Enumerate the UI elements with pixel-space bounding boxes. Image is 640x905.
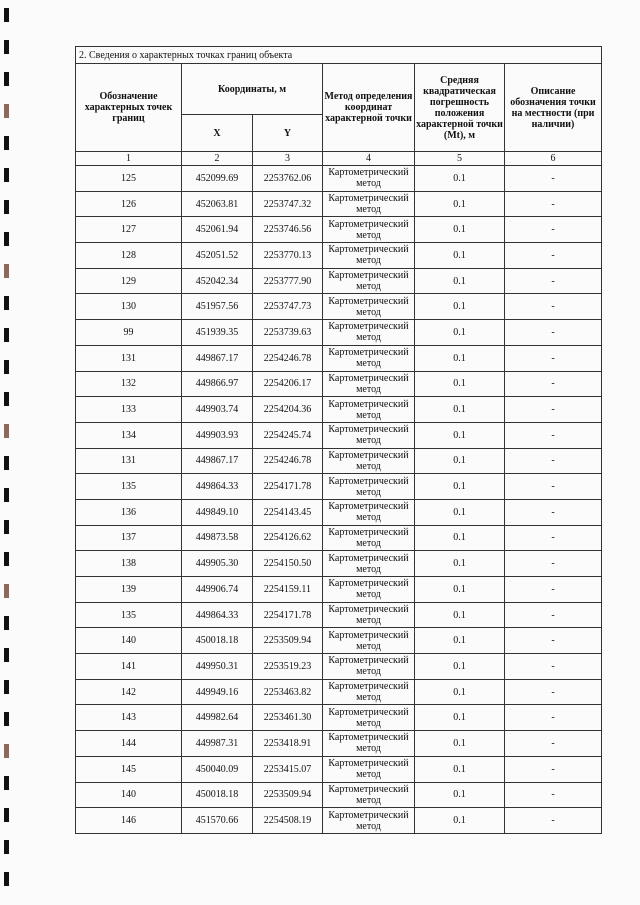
cell-method: Картометрический метод [323,808,415,834]
cell-mt: 0.1 [415,345,505,371]
header-description: Описание обозначения точки на местности (при наличии) [505,64,602,152]
cell-method: Картометрический метод [323,782,415,808]
table-row [76,731,602,757]
binding-hole-mark [4,776,9,790]
cell-description: - [505,499,602,525]
cell-description: - [505,731,602,757]
cell-method: Картометрический метод [323,551,415,577]
cell-mt: 0.1 [415,268,505,294]
table-row [76,679,602,705]
cell-point: 142 [76,679,182,705]
cell-point: 145 [76,756,182,782]
cell-mt: 0.1 [415,474,505,500]
column-number: 6 [505,152,602,166]
cell-mt: 0.1 [415,217,505,243]
cell-y: 2253463.82 [253,679,323,705]
binding-hole-mark [4,584,9,598]
cell-point: 136 [76,499,182,525]
cell-mt: 0.1 [415,397,505,423]
binding-marks [0,0,22,905]
cell-y: 2253519.23 [253,654,323,680]
cell-description: - [505,551,602,577]
column-number: 2 [182,152,253,166]
cell-method: Картометрический метод [323,731,415,757]
cell-y: 2254246.78 [253,448,323,474]
table-row [76,654,602,680]
binding-hole-mark [4,8,9,22]
cell-description: - [505,577,602,603]
cell-mt: 0.1 [415,679,505,705]
cell-y: 2253747.73 [253,294,323,320]
cell-method: Картометрический метод [323,320,415,346]
cell-y: 2253777.90 [253,268,323,294]
cell-x: 449950.31 [182,654,253,680]
cell-method: Картометрический метод [323,628,415,654]
table-row [76,166,602,192]
cell-method: Картометрический метод [323,371,415,397]
cell-mt: 0.1 [415,705,505,731]
cell-y: 2254159.11 [253,577,323,603]
cell-method: Картометрический метод [323,268,415,294]
header-coordinates: Координаты, м [182,64,323,115]
table-row [76,448,602,474]
cell-x: 449873.58 [182,525,253,551]
table-row [76,268,602,294]
cell-mt: 0.1 [415,602,505,628]
table-row [76,397,602,423]
cell-mt: 0.1 [415,756,505,782]
cell-y: 2253415.07 [253,756,323,782]
section-title: 2. Сведения о характерных точках границ объекта [76,47,602,64]
binding-hole-mark [4,200,9,214]
cell-point: 125 [76,166,182,192]
binding-hole-mark [4,488,9,502]
cell-point: 138 [76,551,182,577]
cell-y: 2254171.78 [253,602,323,628]
cell-y: 2253461.30 [253,705,323,731]
cell-y: 2254508.19 [253,808,323,834]
cell-mt: 0.1 [415,243,505,269]
binding-hole-mark [4,520,9,534]
boundary-points-table [75,46,602,834]
cell-x: 450018.18 [182,628,253,654]
binding-hole-mark [4,328,9,342]
cell-point: 137 [76,525,182,551]
binding-hole-mark [4,424,9,438]
binding-hole-mark [4,552,9,566]
cell-point: 131 [76,448,182,474]
column-number: 1 [76,152,182,166]
binding-hole-mark [4,168,9,182]
binding-hole-mark [4,104,9,118]
header-designation: Обозначение характерных точек границ [76,64,182,152]
cell-x: 449867.17 [182,448,253,474]
cell-x: 449906.74 [182,577,253,603]
cell-y: 2253747.32 [253,191,323,217]
cell-method: Картометрический метод [323,602,415,628]
cell-mt: 0.1 [415,551,505,577]
cell-point: 126 [76,191,182,217]
cell-y: 2254206.17 [253,371,323,397]
cell-x: 449864.33 [182,474,253,500]
cell-description: - [505,654,602,680]
cell-method: Картометрический метод [323,577,415,603]
cell-point: 144 [76,731,182,757]
table-row [76,320,602,346]
table-row [76,628,602,654]
cell-method: Картометрический метод [323,191,415,217]
cell-mt: 0.1 [415,448,505,474]
table-row [76,345,602,371]
cell-x: 452061.94 [182,217,253,243]
table-row [76,602,602,628]
cell-description: - [505,808,602,834]
cell-point: 135 [76,474,182,500]
cell-y: 2253418.91 [253,731,323,757]
cell-description: - [505,191,602,217]
cell-x: 449982.64 [182,705,253,731]
cell-point: 127 [76,217,182,243]
cell-y: 2254171.78 [253,474,323,500]
cell-x: 451939.35 [182,320,253,346]
cell-mt: 0.1 [415,808,505,834]
table-row [76,191,602,217]
table-row [76,294,602,320]
cell-method: Картометрический метод [323,499,415,525]
table-row [76,371,602,397]
header-x: X [182,115,253,152]
cell-method: Картометрический метод [323,654,415,680]
binding-hole-mark [4,840,9,854]
cell-x: 451957.56 [182,294,253,320]
binding-hole-mark [4,712,9,726]
binding-hole-mark [4,40,9,54]
cell-method: Картометрический метод [323,525,415,551]
binding-hole-mark [4,264,9,278]
cell-point: 99 [76,320,182,346]
cell-mt: 0.1 [415,782,505,808]
table-row [76,756,602,782]
column-number: 4 [323,152,415,166]
cell-x: 452063.81 [182,191,253,217]
cell-mt: 0.1 [415,577,505,603]
binding-hole-mark [4,680,9,694]
cell-y: 2253770.13 [253,243,323,269]
cell-description: - [505,268,602,294]
cell-x: 449867.17 [182,345,253,371]
binding-hole-mark [4,136,9,150]
cell-x: 449949.16 [182,679,253,705]
cell-x: 452099.69 [182,166,253,192]
cell-y: 2253762.06 [253,166,323,192]
cell-x: 452051.52 [182,243,253,269]
cell-description: - [505,166,602,192]
cell-method: Картометрический метод [323,422,415,448]
binding-hole-mark [4,456,9,470]
cell-description: - [505,371,602,397]
cell-mt: 0.1 [415,166,505,192]
table-row [76,422,602,448]
cell-method: Картометрический метод [323,756,415,782]
table-row [76,217,602,243]
cell-mt: 0.1 [415,371,505,397]
cell-y: 2253509.94 [253,628,323,654]
cell-point: 139 [76,577,182,603]
cell-description: - [505,320,602,346]
table-row [76,705,602,731]
cell-mt: 0.1 [415,191,505,217]
cell-method: Картометрический метод [323,345,415,371]
header-y: Y [253,115,323,152]
cell-y: 2254245.74 [253,422,323,448]
cell-method: Картометрический метод [323,243,415,269]
cell-method: Картометрический метод [323,397,415,423]
cell-description: - [505,448,602,474]
binding-hole-mark [4,360,9,374]
cell-description: - [505,397,602,423]
binding-hole-mark [4,648,9,662]
cell-x: 449864.33 [182,602,253,628]
header-error: Средняя квадратическая погрешность положения характерной точки (Mt), м [415,64,505,152]
cell-description: - [505,217,602,243]
table-row [76,782,602,808]
cell-point: 129 [76,268,182,294]
cell-description: - [505,243,602,269]
cell-point: 146 [76,808,182,834]
cell-x: 449849.10 [182,499,253,525]
binding-hole-mark [4,392,9,406]
cell-y: 2253746.56 [253,217,323,243]
cell-y: 2254246.78 [253,345,323,371]
cell-point: 134 [76,422,182,448]
binding-hole-mark [4,296,9,310]
cell-mt: 0.1 [415,628,505,654]
header-method: Метод определения координат характерной точки [323,64,415,152]
cell-y: 2254150.50 [253,551,323,577]
cell-mt: 0.1 [415,731,505,757]
cell-x: 452042.34 [182,268,253,294]
cell-y: 2253509.94 [253,782,323,808]
cell-description: - [505,782,602,808]
column-number: 5 [415,152,505,166]
cell-description: - [505,525,602,551]
cell-x: 449987.31 [182,731,253,757]
cell-mt: 0.1 [415,499,505,525]
cell-y: 2254126.62 [253,525,323,551]
binding-hole-mark [4,232,9,246]
cell-y: 2254143.45 [253,499,323,525]
table-row [76,243,602,269]
cell-x: 449903.74 [182,397,253,423]
binding-hole-mark [4,872,9,886]
cell-description: - [505,756,602,782]
cell-x: 451570.66 [182,808,253,834]
table-row [76,525,602,551]
table-row [76,499,602,525]
table-row [76,474,602,500]
cell-description: - [505,628,602,654]
cell-description: - [505,294,602,320]
cell-description: - [505,474,602,500]
cell-x: 449866.97 [182,371,253,397]
cell-point: 133 [76,397,182,423]
cell-method: Картометрический метод [323,679,415,705]
cell-method: Картометрический метод [323,166,415,192]
cell-point: 143 [76,705,182,731]
cell-point: 131 [76,345,182,371]
cell-description: - [505,602,602,628]
binding-hole-mark [4,616,9,630]
cell-x: 450040.09 [182,756,253,782]
column-numbers-row [76,152,602,166]
cell-description: - [505,422,602,448]
cell-point: 140 [76,628,182,654]
cell-description: - [505,705,602,731]
column-number: 3 [253,152,323,166]
cell-point: 135 [76,602,182,628]
cell-description: - [505,679,602,705]
cell-point: 140 [76,782,182,808]
binding-hole-mark [4,808,9,822]
table-body [76,166,602,834]
cell-point: 130 [76,294,182,320]
cell-mt: 0.1 [415,320,505,346]
cell-x: 450018.18 [182,782,253,808]
cell-x: 449905.30 [182,551,253,577]
cell-y: 2253739.63 [253,320,323,346]
cell-mt: 0.1 [415,294,505,320]
table-row [76,577,602,603]
cell-mt: 0.1 [415,422,505,448]
cell-x: 449903.93 [182,422,253,448]
cell-y: 2254204.36 [253,397,323,423]
table-row [76,808,602,834]
cell-description: - [505,345,602,371]
cell-mt: 0.1 [415,654,505,680]
cell-method: Картометрический метод [323,448,415,474]
cell-mt: 0.1 [415,525,505,551]
cell-point: 128 [76,243,182,269]
cell-method: Картометрический метод [323,217,415,243]
binding-hole-mark [4,72,9,86]
cell-point: 141 [76,654,182,680]
cell-method: Картометрический метод [323,705,415,731]
binding-hole-mark [4,744,9,758]
cell-point: 132 [76,371,182,397]
cell-method: Картометрический метод [323,474,415,500]
table-row [76,551,602,577]
cell-method: Картометрический метод [323,294,415,320]
